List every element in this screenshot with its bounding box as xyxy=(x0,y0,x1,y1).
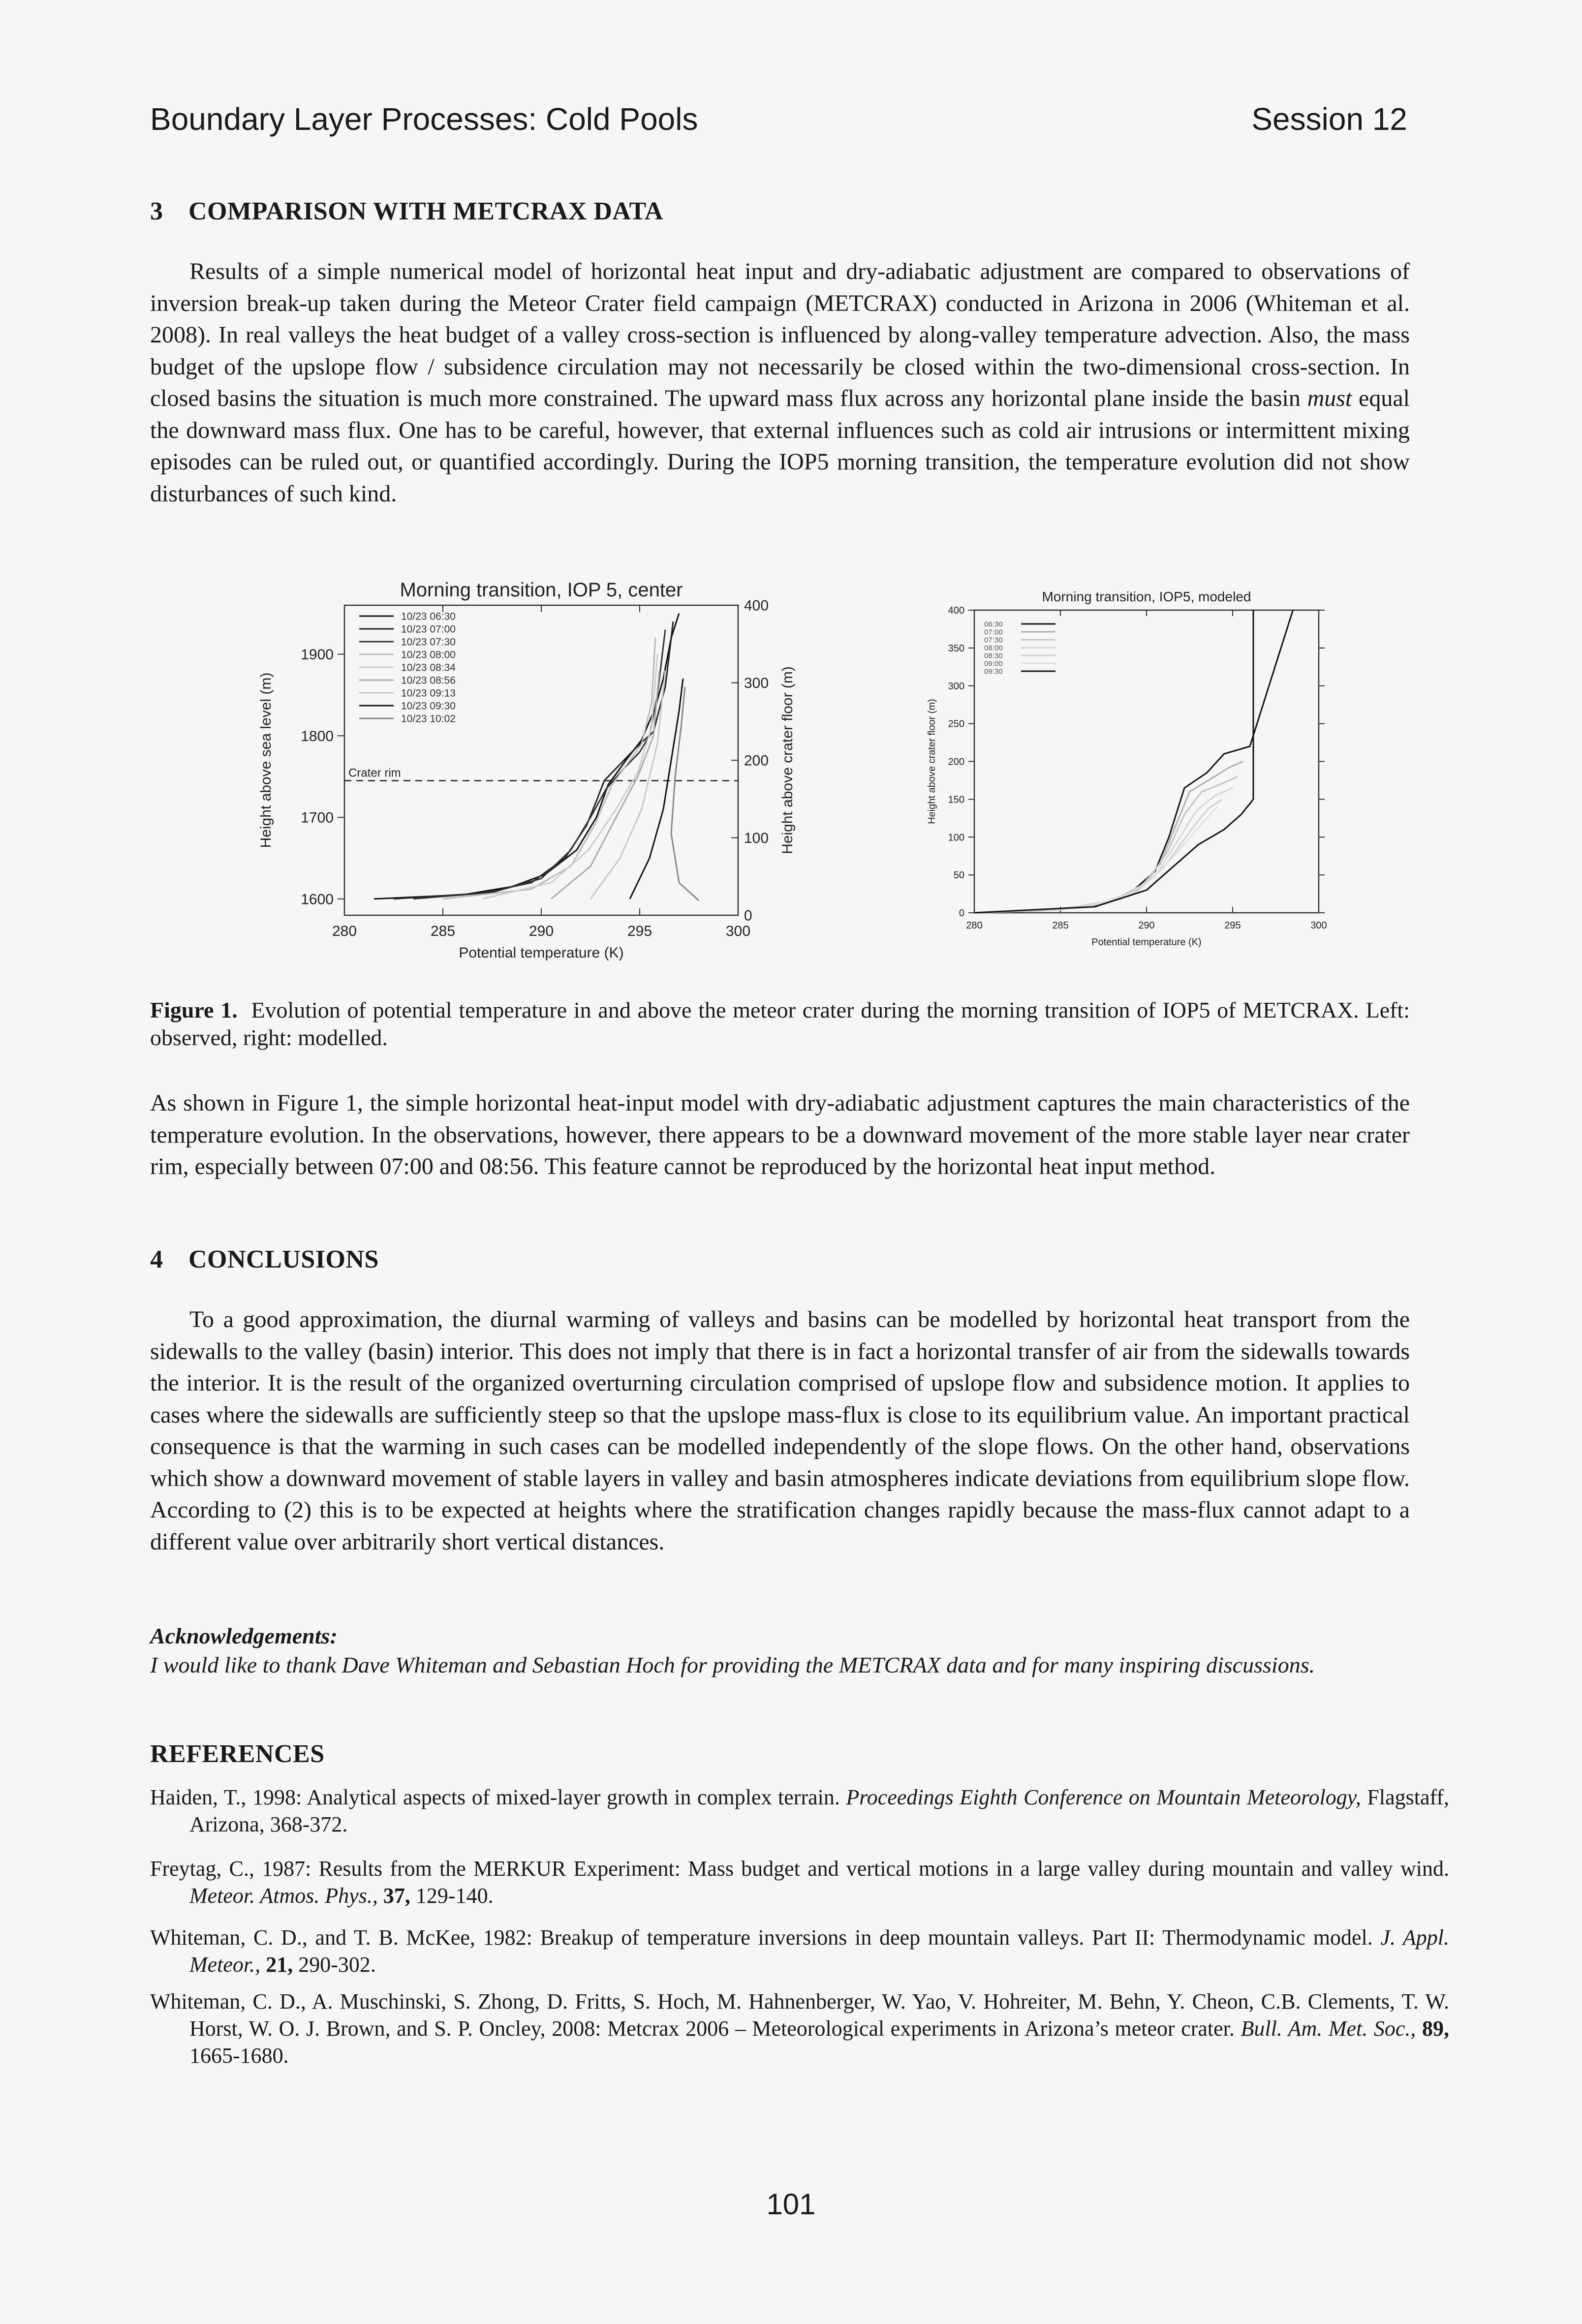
series-line xyxy=(671,687,699,900)
running-header xyxy=(150,101,1407,145)
figure-1 xyxy=(148,576,1417,994)
acknowledgements-text: I would like to thank Dave Whiteman and Sebastian Hoch for providing the METCRAX data and for many inspiring discussions. xyxy=(150,1652,1315,1677)
section-3-heading xyxy=(150,197,663,226)
crater-rim-annotation: Crater rim xyxy=(348,766,401,780)
chart-observed xyxy=(258,579,796,961)
legend-label: 07:00 xyxy=(984,628,1003,637)
legend-label: 08:30 xyxy=(984,651,1003,660)
y-tick-label: 150 xyxy=(948,794,964,806)
y-tick-label: 300 xyxy=(948,681,964,692)
x-tick-label: 295 xyxy=(1224,920,1241,931)
legend-label: 10/23 08:56 xyxy=(401,675,456,686)
y-axis-label: Height above crater floor (m) xyxy=(927,699,937,824)
series-line xyxy=(443,638,655,899)
y-tick-label: 50 xyxy=(953,870,964,881)
legend-label: 07:30 xyxy=(984,636,1003,645)
discussion-paragraph: As shown in Figure 1, the simple horizontal heat-input model with dry-adiabatic adjustment captures the main characteristics of the temperature evolution. In the observations, however, there appears to be a downward movement of the more stable layer near crater rim, especially between 07:00 and 08:56. This feature cannot be reproduced by the horizontal heat input method. xyxy=(150,1090,1410,1179)
legend-label: 10/23 06:30 xyxy=(401,611,456,622)
reference-item: Haiden, T., 1998: Analytical aspects of mixed-layer growth in complex terrain. Proceedings Eighth Conference on Mountain Meteorology, Flagstaff, Arizona, 368-372. xyxy=(150,1785,1449,1836)
section-4-number: 4 xyxy=(150,1245,163,1273)
series-line xyxy=(630,679,683,899)
x-axis-label: Potential temperature (K) xyxy=(459,945,624,961)
series-line xyxy=(974,610,1253,913)
chart-modelled xyxy=(927,589,1327,948)
reference-item: Whiteman, C. D., A. Muschinski, S. Zhong, D. Fritts, S. Hoch, M. Hahnenberger, W. Yao, V. Hohreiter, M. Behn, Y. Cheon, C.B. Clements, T. W. Horst, W. O. J. Brown, and S. P. Oncley, 2008: Metcrax 2006 – Meteorological experiments in Arizona’s meteor crater. Bull. Am. Met. Soc., 89, 1665-1680. xyxy=(150,1989,1449,2068)
legend-label: 10/23 08:00 xyxy=(401,649,456,661)
y-tick-label: 350 xyxy=(948,643,964,654)
series-line xyxy=(482,654,657,899)
x-tick-label: 300 xyxy=(725,923,751,939)
y-tick-label: 400 xyxy=(948,605,964,616)
figure-caption xyxy=(150,996,1410,1052)
legend-label: 06:30 xyxy=(984,620,1003,629)
x-tick-label: 280 xyxy=(332,923,357,939)
header-session-number: Session 12 xyxy=(1251,101,1407,137)
y2-tick-label: 200 xyxy=(744,752,769,769)
legend-label: 10/23 09:13 xyxy=(401,687,456,699)
legend-label: 09:00 xyxy=(984,659,1003,668)
section-3-title: COMPARISON WITH METCRAX DATA xyxy=(188,197,663,225)
x-tick-label: 285 xyxy=(1052,920,1069,931)
figure-caption-text: Evolution of potential temperature in and above the meteor crater during the morning transition of IOP5 of METCRAX. Left: observed, right: modelled. xyxy=(150,997,1410,1050)
legend-label: 08:00 xyxy=(984,644,1003,652)
reference-item: Freytag, C., 1987: Results from the MERKUR Experiment: Mass budget and vertical motions in a large valley during mountain and valley wind. Meteor. Atmos. Phys., 37, 129-140. xyxy=(150,1857,1449,1908)
y-tick-label: 1600 xyxy=(301,891,334,908)
section-4-title: CONCLUSIONS xyxy=(188,1245,379,1273)
chart-title: Morning transition, IOP5, modeled xyxy=(1042,589,1251,604)
y-tick-label: 1900 xyxy=(301,646,334,663)
reference-item: Whiteman, C. D., and T. B. McKee, 1982: Breakup of temperature inversions in deep mountain valleys. Part II: Thermodynamic model. J. Appl. Meteor., 21, 290-302. xyxy=(150,1925,1449,1977)
section-3-number: 3 xyxy=(150,197,163,225)
acknowledgements-heading: Acknowledgements: xyxy=(150,1623,338,1648)
legend-label: 09:30 xyxy=(984,667,1003,676)
x-tick-label: 280 xyxy=(966,920,983,931)
y-tick-label: 0 xyxy=(959,908,964,919)
y2-axis-label: Height above crater floor (m) xyxy=(779,666,796,854)
y-tick-label: 200 xyxy=(948,756,964,768)
legend-label: 10/23 07:00 xyxy=(401,623,456,635)
x-tick-label: 285 xyxy=(430,923,456,939)
legend-label: 10/23 08:34 xyxy=(401,662,456,674)
x-tick-label: 290 xyxy=(528,923,554,939)
y2-tick-label: 0 xyxy=(744,907,752,924)
y2-tick-label: 300 xyxy=(744,675,769,691)
y-tick-label: 100 xyxy=(948,832,964,843)
y-tick-label: 250 xyxy=(948,718,964,730)
section-3-paragraph: Results of a simple numerical model of horizontal heat input and dry-adiabatic adjustment are compared to observations of inversion break-up taken during the Meteor Crater field campaign (METCRAX) conducted in Arizona in 2006 (Whiteman et al. 2008). In real valleys the heat budget of a valley cross-section is influenced by along-valley temperature advection. Also, the mass budget of the upslope flow / subsidence circulation may not necessarily be closed within the two-dimensional cross-section. In closed basins the situation is much more constrained. The upward mass flux across any horizontal plane inside the basin must equal the downward mass flux. One has to be careful, however, that external influences such as cold air intrusions or intermittent mixing episodes can be ruled out, or quantified accordingly. During the IOP5 morning transition, the temperature evolution did not show disturbances of such kind. xyxy=(150,258,1410,507)
y-tick-label: 1800 xyxy=(301,728,334,744)
x-axis-label: Potential temperature (K) xyxy=(1091,937,1202,948)
series-line xyxy=(551,671,659,899)
y2-tick-label: 100 xyxy=(744,830,769,846)
conclusions-paragraph: To a good approximation, the diurnal warming of valleys and basins can be modelled by horizontal heat transport from the sidewalls to the valley (basin) interior. This does not imply that there is in fact a horizontal transfer of air from the sidewalls towards the interior. It is the result of the organized overturning circulation comprised of upslope flow and subsidence motion. It applies to cases where the sidewalls are sufficiently steep so that the upslope mass-flux is close to its equilibrium value. An important practical consequence is that the warming in such cases can be modelled independently of the slope flows. On the other hand, observations which show a downward movement of stable layers in valley and basin atmospheres indicate deviations from equilibrium slope flow. According to (2) this is to be expected at heights where the stratification changes rapidly because the mass-flux cannot adapt to a different value over arbitrarily short vertical distances. xyxy=(150,1306,1410,1555)
x-tick-label: 290 xyxy=(1138,920,1155,931)
x-tick-label: 295 xyxy=(627,923,652,939)
series-line xyxy=(974,788,1233,913)
series-line xyxy=(974,762,1243,913)
figure-label: Figure 1. xyxy=(150,997,238,1023)
section-4-heading xyxy=(150,1245,379,1274)
legend-label: 10/23 07:30 xyxy=(401,636,456,648)
legend-label: 10/23 10:02 xyxy=(401,713,456,725)
header-session-title: Boundary Layer Processes: Cold Pools xyxy=(150,101,698,137)
y-tick-label: 1700 xyxy=(301,809,334,826)
chart-title: Morning transition, IOP 5, center xyxy=(400,579,683,601)
legend-label: 10/23 09:30 xyxy=(401,700,456,712)
y2-tick-label: 400 xyxy=(744,597,769,614)
references-heading: REFERENCES xyxy=(150,1740,325,1768)
x-tick-label: 300 xyxy=(1310,920,1327,931)
y-axis-label: Height above sea level (m) xyxy=(258,672,274,848)
page-number: 101 xyxy=(766,2188,816,2221)
